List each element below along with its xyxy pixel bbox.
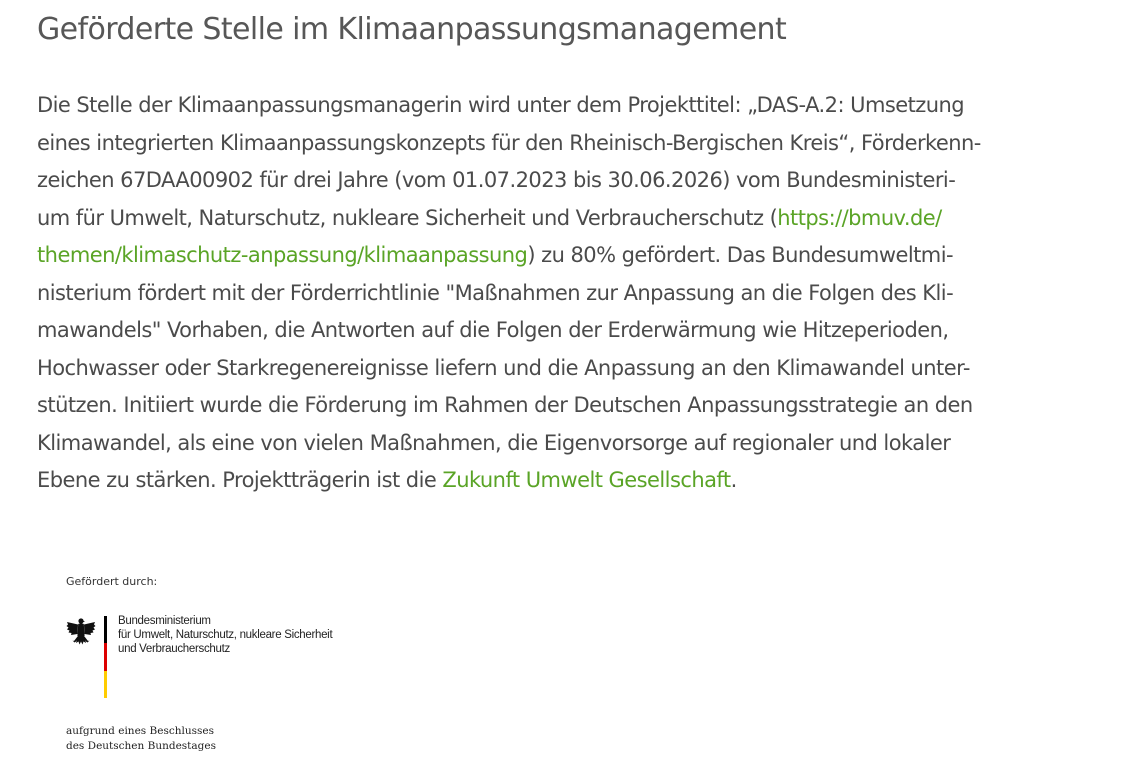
bmuv-link-part2[interactable]: themen/klimaschutz-anpassung/klimaanpassung xyxy=(37,243,528,267)
ministry-line: für Umwelt, Naturschutz, nukleare Sicherheit xyxy=(118,629,333,641)
bundestag-resolution xyxy=(66,724,216,754)
text-fragment: um für Umwelt, Naturschutz, nukleare Sicherheit und Verbraucherschutz ( xyxy=(37,205,778,230)
bmuv-link-part1[interactable]: https://bmuv.de/ xyxy=(777,205,942,230)
text-line xyxy=(37,237,1117,275)
text-line: Die Stelle der Klimaanpassungsmanagerin wird unter dem Projekttitel: „DAS-A.2: Umsetzung xyxy=(37,93,965,117)
text-line: Hochwasser oder Starkregenereignisse liefern und die Anpassung an den Klimawandel unter- xyxy=(37,355,970,380)
text-line: stützen. Initiiert wurde die Förderung im Rahmen der Deutschen Anpassungsstrategie an den xyxy=(37,393,973,417)
flag-stripe-gold xyxy=(104,671,107,698)
federal-eagle-icon xyxy=(66,616,96,648)
page-title: Geförderte Stelle im Klimaanpassungsmanagement xyxy=(37,12,787,47)
flag-stripe-red xyxy=(104,643,107,670)
ministry-line: und Verbraucherschutz xyxy=(118,643,230,655)
zug-link[interactable]: Zukunft Umwelt Gesellschaft xyxy=(442,468,731,492)
flag-stripe-black xyxy=(104,616,107,643)
text-line: nisterium fördert mit der Förderrichtlinie "Maßnahmen zur Anpassung an die Folgen des Kli- xyxy=(37,280,954,305)
text-fragment: Ebene zu stärken. Projektträgerin ist die xyxy=(37,468,443,492)
text-line: Klimawandel, als eine von vielen Maßnahmen, die Eigenvorsorge auf regionaler und lokaler xyxy=(37,430,951,455)
funding-description xyxy=(37,87,1117,500)
resolution-line: aufgrund eines Beschlusses xyxy=(66,725,214,737)
text-fragment: ) zu 80% gefördert. Das Bundesumweltmi- xyxy=(527,243,954,267)
bmuv-funding-logo xyxy=(66,572,386,762)
text-line xyxy=(37,462,1117,500)
resolution-line: des Deutschen Bundestages xyxy=(66,740,216,752)
ministry-line: Bundesministerium xyxy=(118,615,211,627)
text-line: mawandels" Vorhaben, die Antworten auf die Folgen der Erderwärmung wie Hitzeperioden, xyxy=(37,318,949,342)
text-fragment: . xyxy=(730,468,737,492)
german-flag-bar xyxy=(104,616,107,698)
funded-by-label: Gefördert durch: xyxy=(66,575,158,588)
text-line xyxy=(37,200,1117,238)
ministry-name xyxy=(118,614,332,656)
text-line: eines integrierten Klimaanpassungskonzepts für den Rheinisch-Bergischen Kreis“, Förderkenn- xyxy=(37,130,981,155)
text-line: zeichen 67DAA00902 für drei Jahre (vom 01.07.2023 bis 30.06.2026) vom Bundesministeri- xyxy=(37,168,956,192)
